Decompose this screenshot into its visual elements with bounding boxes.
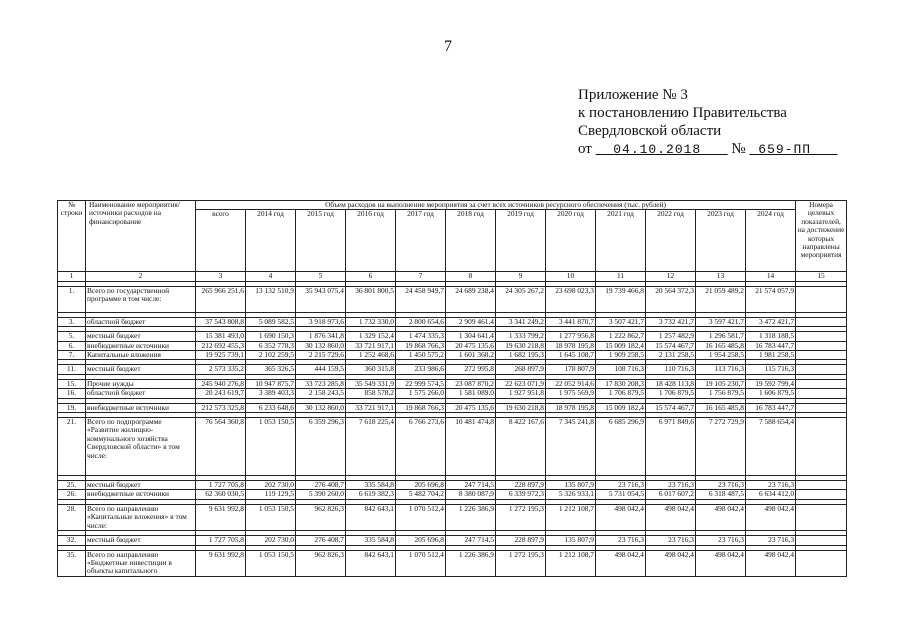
row-value: 115 716,3: [746, 365, 796, 374]
column-number: 14: [746, 272, 796, 281]
row-indicator: [796, 504, 847, 530]
row-value: 19 630 218,8: [496, 403, 546, 412]
row-value: 498 042,4: [746, 550, 796, 576]
row-value: 108 716,3: [596, 365, 646, 374]
table-row: [58, 379, 847, 388]
row-number: 3.: [58, 317, 86, 326]
row-value: 205 696,8: [396, 481, 446, 490]
row-value: 24 305 267,2: [496, 286, 546, 312]
row-value: 10 947 875,7: [246, 379, 296, 388]
row-value: 6 766 273,6: [396, 418, 446, 476]
row-value: 76 564 360,8: [196, 418, 246, 476]
row-number: 21.: [58, 418, 86, 476]
row-value: 3 918 973,6: [296, 317, 346, 326]
row-value: 3 341 249,2: [496, 317, 546, 326]
row-name: Всего по направлению «Бюджетные инвестиции в объекты капитального: [86, 550, 196, 576]
row-value: 360 315,8: [346, 365, 396, 374]
row-indicator: [796, 490, 847, 499]
row-value: 24 458 949,7: [396, 286, 446, 312]
row-value: 1 732 330,0: [346, 317, 396, 326]
row-value: 23 087 870,2: [446, 379, 496, 388]
header-row-number: № строки: [58, 201, 86, 272]
row-name: областной бюджет: [86, 317, 196, 326]
appendix-title: Приложение № 3: [578, 87, 688, 103]
row-value: 1 727 705,8: [196, 536, 246, 545]
row-value: 3 597 421,7: [696, 317, 746, 326]
header-target-indicators: Номера целевых показателей, на достижение которых направлены мероприятия: [796, 201, 847, 272]
row-number: 11.: [58, 365, 86, 374]
header-name: Наименование мероприятия/ источники расходов на финансирование: [86, 201, 196, 272]
row-value: 5 089 582,5: [246, 317, 296, 326]
row-value: 18 978 195,8: [546, 341, 596, 350]
row-number: 1.: [58, 286, 86, 312]
header-year: 2023 год: [696, 210, 746, 272]
column-number: 6: [346, 272, 396, 281]
header-year: 2019 год: [496, 210, 546, 272]
row-name: местный бюджет: [86, 536, 196, 545]
column-number: 10: [546, 272, 596, 281]
row-value: 842 643,1: [346, 504, 396, 530]
expenditure-table: [57, 200, 847, 577]
appendix-region-line: Свердловской области: [578, 123, 722, 139]
row-name: Капитальные вложения: [86, 351, 196, 360]
table-row: [58, 389, 847, 398]
row-value: 498 042,4: [696, 504, 746, 530]
row-value: 15 381 493,0: [196, 332, 246, 341]
row-value: 8 422 167,6: [496, 418, 546, 476]
row-value: 498 042,4: [596, 504, 646, 530]
row-value: 5 326 933,1: [546, 490, 596, 499]
row-value: 1 575 266,0: [396, 389, 446, 398]
row-value: 1 450 575,2: [396, 351, 446, 360]
row-value: 247 714,5: [446, 481, 496, 490]
column-number: 8: [446, 272, 496, 281]
row-name: Всего по подпрограмме «Развитие жилищно-коммунального хозяйства Свердловской области» в том числе:: [86, 418, 196, 476]
row-number: 6.: [58, 341, 86, 350]
row-value: 245 940 276,8: [196, 379, 246, 388]
row-value: 1 272 195,3: [496, 550, 546, 576]
row-indicator: [796, 481, 847, 490]
row-value: 18 428 113,8: [646, 379, 696, 388]
row-name: Всего по государственной программе в том числе:: [86, 286, 196, 312]
row-value: 1 212 108,7: [546, 550, 596, 576]
row-value: 15 574 467,7: [646, 403, 696, 412]
row-value: 110 716,3: [646, 365, 696, 374]
row-value: 1 222 862,7: [596, 332, 646, 341]
row-value: 842 643,1: [346, 550, 396, 576]
row-value: 498 042,4: [646, 504, 696, 530]
row-value: 498 042,4: [696, 550, 746, 576]
row-value: 23 698 023,3: [546, 286, 596, 312]
row-value: 228 897,9: [496, 481, 546, 490]
row-value: 276 408,7: [296, 481, 346, 490]
column-number: 13: [696, 272, 746, 281]
row-value: 1 601 368,2: [446, 351, 496, 360]
table-row: [58, 341, 847, 350]
row-value: 1 053 150,5: [246, 504, 296, 530]
row-value: 7 618 225,4: [346, 418, 396, 476]
row-number: 19.: [58, 403, 86, 412]
row-value: 335 584,8: [346, 536, 396, 545]
row-value: 444 159,5: [296, 365, 346, 374]
row-value: 15 574 467,7: [646, 341, 696, 350]
row-number: 35.: [58, 550, 86, 576]
row-value: 19 739 466,8: [596, 286, 646, 312]
row-value: 6 971 849,6: [646, 418, 696, 476]
row-number: 15.: [58, 379, 86, 388]
row-value: 3 732 421,7: [646, 317, 696, 326]
row-value: 21 059 489,2: [696, 286, 746, 312]
row-value: 23 716,3: [646, 536, 696, 545]
row-value: 6 233 648,6: [246, 403, 296, 412]
row-value: 33 721 917,1: [346, 341, 396, 350]
row-indicator: [796, 332, 847, 341]
column-number: 12: [646, 272, 696, 281]
page-number: 7: [444, 38, 452, 55]
row-value: 962 826,3: [296, 550, 346, 576]
row-value: 15 009 182,4: [596, 341, 646, 350]
row-name: Всего по направлению «Капитальные вложения» в том числе:: [86, 504, 196, 530]
row-value: 22 052 914,6: [546, 379, 596, 388]
table-row: [58, 481, 847, 490]
row-value: 498 042,4: [596, 550, 646, 576]
row-indicator: [796, 286, 847, 312]
row-value: 21 574 057,9: [746, 286, 796, 312]
row-value: 35 943 075,4: [296, 286, 346, 312]
row-name: местный бюджет: [86, 481, 196, 490]
row-value: 1 070 512,4: [396, 504, 446, 530]
row-value: 8 380 087,9: [446, 490, 496, 499]
row-name: областной бюджет: [86, 389, 196, 398]
row-value: 19 868 766,3: [396, 403, 446, 412]
row-name: местный бюджет: [86, 365, 196, 374]
row-value: 1 727 705,8: [196, 481, 246, 490]
row-name: Прочие нужды: [86, 379, 196, 388]
row-indicator: [796, 403, 847, 412]
decree-number: 659-ПП: [758, 142, 812, 157]
row-value: 1 272 195,3: [496, 504, 546, 530]
row-value: 9 631 992,8: [196, 504, 246, 530]
header-year: 2024 год: [746, 210, 796, 272]
row-value: 212 692 455,3: [196, 341, 246, 350]
row-value: 202 730,0: [246, 481, 296, 490]
row-indicator: [796, 379, 847, 388]
column-number: 4: [246, 272, 296, 281]
table-row: [58, 504, 847, 530]
row-value: 1 981 258,5: [746, 351, 796, 360]
row-value: 1 329 152,4: [346, 332, 396, 341]
column-number: 5: [296, 272, 346, 281]
row-value: 1 212 108,7: [546, 504, 596, 530]
row-value: 1 909 258,5: [596, 351, 646, 360]
row-indicator: [796, 341, 847, 350]
row-value: 202 730,0: [246, 536, 296, 545]
row-value: 24 689 238,4: [446, 286, 496, 312]
row-value: 265 966 251,6: [196, 286, 246, 312]
row-value: 13 132 510,9: [246, 286, 296, 312]
row-value: 1 606 879,5: [746, 389, 796, 398]
row-value: 33 721 917,1: [346, 403, 396, 412]
row-indicator: [796, 536, 847, 545]
row-value: 7 272 729,9: [696, 418, 746, 476]
row-value: 22 623 071,9: [496, 379, 546, 388]
row-value: 7 588 654,4: [746, 418, 796, 476]
table-row: [58, 418, 847, 476]
column-number: 9: [496, 272, 546, 281]
row-value: 7 345 241,8: [546, 418, 596, 476]
row-value: 1 690 150,3: [246, 332, 296, 341]
row-value: 17 830 208,3: [596, 379, 646, 388]
table-row: [58, 490, 847, 499]
row-value: 1 318 188,5: [746, 332, 796, 341]
row-value: 23 716,3: [646, 481, 696, 490]
header-year: 2016 год: [346, 210, 396, 272]
row-indicator: [796, 389, 847, 398]
row-value: 113 716,3: [696, 365, 746, 374]
row-value: 1 277 956,8: [546, 332, 596, 341]
number-prefix: №: [731, 141, 746, 157]
row-value: 1 975 569,9: [546, 389, 596, 398]
row-value: 2 215 729,6: [296, 351, 346, 360]
table-row: [58, 550, 847, 576]
appendix-date-line: [578, 140, 837, 159]
row-indicator: [796, 317, 847, 326]
row-value: 16 165 485,8: [696, 403, 746, 412]
row-value: 205 696,8: [396, 536, 446, 545]
row-value: 35 549 331,9: [346, 379, 396, 388]
row-value: 6 318 487,5: [696, 490, 746, 499]
row-value: 22 999 574,5: [396, 379, 446, 388]
header-expense-group: Объем расходов на выполнение мероприятия за счет всех источников ресурсного обеспечения (тыс. рублей): [196, 201, 796, 210]
row-value: 1 706 879,5: [596, 389, 646, 398]
header-year: 2020 год: [546, 210, 596, 272]
table-row: [58, 286, 847, 312]
row-value: 119 129,5: [246, 490, 296, 499]
table-row: [58, 536, 847, 545]
row-value: 228 897,9: [496, 536, 546, 545]
row-value: 18 978 195,8: [546, 403, 596, 412]
row-value: 19 105 230,7: [696, 379, 746, 388]
row-value: 135 807,9: [546, 481, 596, 490]
row-value: 3 441 870,7: [546, 317, 596, 326]
date-prefix: от: [578, 141, 592, 157]
row-value: 5 731 054,5: [596, 490, 646, 499]
header-year: всего: [196, 210, 246, 272]
row-value: 6 359 296,3: [296, 418, 346, 476]
row-indicator: [796, 365, 847, 374]
row-value: 1 581 089,0: [446, 389, 496, 398]
row-value: 1 226 386,9: [446, 504, 496, 530]
row-value: 1 645 108,7: [546, 351, 596, 360]
table-row: [58, 351, 847, 360]
decree-date: 04.10.2018: [613, 142, 702, 157]
row-number: 32.: [58, 536, 86, 545]
row-value: 16 165 485,8: [696, 341, 746, 350]
row-value: 15 009 182,4: [596, 403, 646, 412]
row-value: 5 482 704,2: [396, 490, 446, 499]
column-number: 3: [196, 272, 246, 281]
header-year: 2022 год: [646, 210, 696, 272]
row-indicator: [796, 351, 847, 360]
row-value: 23 716,3: [696, 536, 746, 545]
row-value: 335 584,8: [346, 481, 396, 490]
row-value: 5 390 260,0: [296, 490, 346, 499]
row-value: 20 475 135,6: [446, 341, 496, 350]
row-value: 3 507 421,7: [596, 317, 646, 326]
row-value: 23 716,3: [596, 481, 646, 490]
row-value: 6 634 412,0: [746, 490, 796, 499]
row-value: 6 685 296,9: [596, 418, 646, 476]
row-value: 23 716,3: [696, 481, 746, 490]
row-value: 498 042,4: [646, 550, 696, 576]
row-value: 19 592 799,4: [746, 379, 796, 388]
header-year: 2018 год: [446, 210, 496, 272]
row-number: 7.: [58, 351, 86, 360]
row-value: 272 995,8: [446, 365, 496, 374]
row-value: 23 716,3: [596, 536, 646, 545]
header-year: 2015 год: [296, 210, 346, 272]
row-value: 30 132 860,0: [296, 403, 346, 412]
row-value: 1 252 468,6: [346, 351, 396, 360]
row-value: 30 132 860,0: [296, 341, 346, 350]
row-value: 19 925 739,1: [196, 351, 246, 360]
row-value: 9 631 992,8: [196, 550, 246, 576]
appendix-decree-line: к постановлению Правительства: [578, 105, 787, 121]
appendix-header: [578, 86, 837, 159]
row-value: 212 573 325,8: [196, 403, 246, 412]
row-indicator: [796, 550, 847, 576]
row-name: внебюджетные источники: [86, 403, 196, 412]
column-number: 15: [796, 272, 847, 281]
row-value: 37 543 808,8: [196, 317, 246, 326]
row-number: 28.: [58, 504, 86, 530]
row-value: 365 326,5: [246, 365, 296, 374]
row-name: внебюджетные источники: [86, 490, 196, 499]
row-value: 268 897,9: [496, 365, 546, 374]
row-number: 25.: [58, 481, 86, 490]
row-value: 2 131 258,5: [646, 351, 696, 360]
row-value: 2 158 243,5: [296, 389, 346, 398]
row-value: 2 800 654,6: [396, 317, 446, 326]
row-value: 23 716,3: [746, 481, 796, 490]
row-value: 19 868 766,3: [396, 341, 446, 350]
row-number: 5.: [58, 332, 86, 341]
row-value: 1 474 335,3: [396, 332, 446, 341]
row-value: 1 756 879,5: [696, 389, 746, 398]
row-value: 1 954 258,5: [696, 351, 746, 360]
header-year: 2014 год: [246, 210, 296, 272]
row-value: 1 226 386,9: [446, 550, 496, 576]
row-value: 6 619 382,3: [346, 490, 396, 499]
row-number: 16.: [58, 389, 86, 398]
column-number: 11: [596, 272, 646, 281]
table-row: [58, 365, 847, 374]
row-value: 1 053 150,5: [246, 418, 296, 476]
row-value: 1 257 482,9: [646, 332, 696, 341]
row-value: 1 053 150,5: [246, 550, 296, 576]
row-value: 23 716,3: [746, 536, 796, 545]
row-value: 1 706 879,5: [646, 389, 696, 398]
row-value: 62 360 030,5: [196, 490, 246, 499]
table-row: [58, 332, 847, 341]
row-number: 26.: [58, 490, 86, 499]
row-value: 1 333 799,2: [496, 332, 546, 341]
row-value: 20 243 619,7: [196, 389, 246, 398]
row-indicator: [796, 418, 847, 476]
header-year: 2021 год: [596, 210, 646, 272]
row-value: 6 339 972,3: [496, 490, 546, 499]
row-value: 2 909 461,4: [446, 317, 496, 326]
row-value: 3 472 421,7: [746, 317, 796, 326]
header-year: 2017 год: [396, 210, 446, 272]
row-value: 498 042,4: [746, 504, 796, 530]
row-value: 20 564 372,3: [646, 286, 696, 312]
row-value: 6 352 778,3: [246, 341, 296, 350]
row-value: 1 682 195,3: [496, 351, 546, 360]
row-value: 178 807,9: [546, 365, 596, 374]
table-row: [58, 403, 847, 412]
row-value: 1 296 581,7: [696, 332, 746, 341]
column-number: 1: [58, 272, 86, 281]
row-value: 1 927 951,8: [496, 389, 546, 398]
row-value: 1 876 341,8: [296, 332, 346, 341]
row-value: 3 389 403,3: [246, 389, 296, 398]
row-value: 858 578,2: [346, 389, 396, 398]
row-value: 16 783 447,7: [746, 403, 796, 412]
row-value: 1 304 641,4: [446, 332, 496, 341]
row-value: 276 408,7: [296, 536, 346, 545]
table-row: [58, 317, 847, 326]
row-value: 247 714,5: [446, 536, 496, 545]
column-number: 2: [86, 272, 196, 281]
row-value: 36 801 800,5: [346, 286, 396, 312]
row-name: внебюджетные источники: [86, 341, 196, 350]
row-value: 19 630 218,8: [496, 341, 546, 350]
row-value: 2 573 335,2: [196, 365, 246, 374]
row-value: 233 986,6: [396, 365, 446, 374]
row-value: 10 481 474,8: [446, 418, 496, 476]
row-value: 33 723 285,8: [296, 379, 346, 388]
row-value: 2 102 259,5: [246, 351, 296, 360]
row-value: 6 017 607,2: [646, 490, 696, 499]
row-name: местный бюджет: [86, 332, 196, 341]
row-value: 20 475 135,6: [446, 403, 496, 412]
row-value: 135 807,9: [546, 536, 596, 545]
column-number: 7: [396, 272, 446, 281]
row-value: 16 783 447,7: [746, 341, 796, 350]
row-value: 1 070 512,4: [396, 550, 446, 576]
row-value: 962 826,3: [296, 504, 346, 530]
